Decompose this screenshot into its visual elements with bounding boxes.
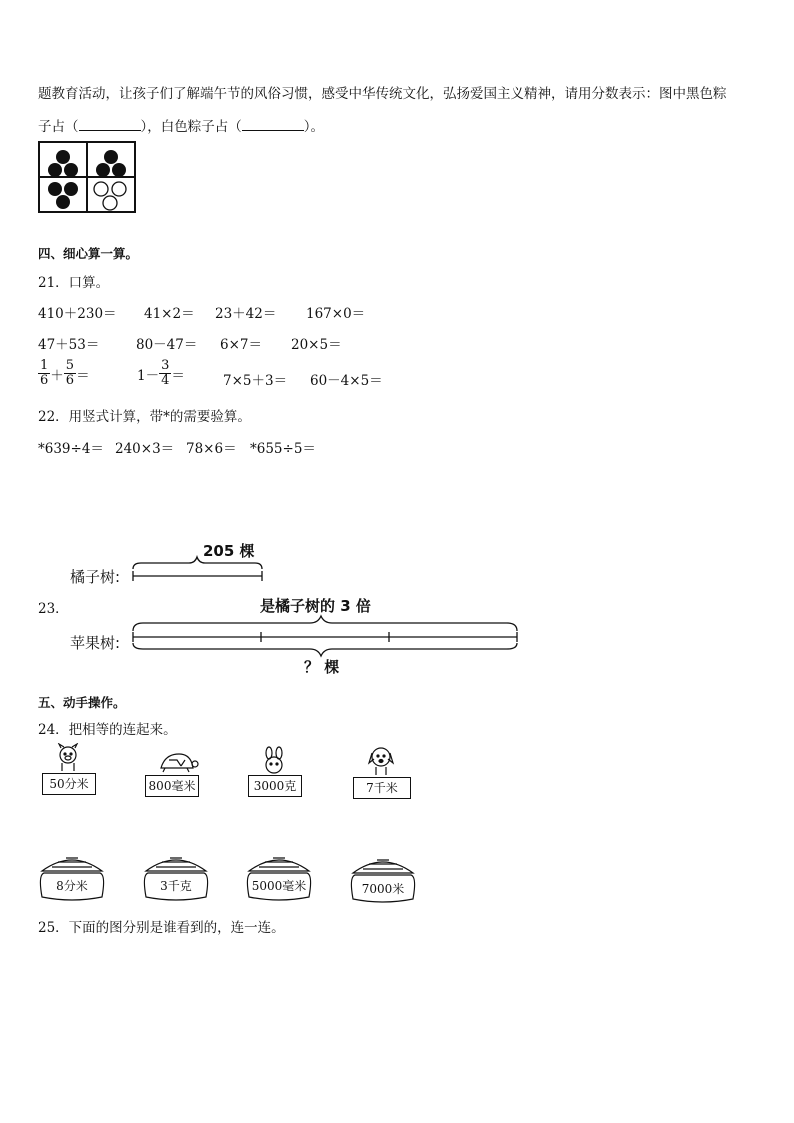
vertical-calc-item: *639÷4＝ (38, 441, 104, 457)
answer-blank-black[interactable] (79, 118, 141, 131)
fraction-expression-2: 1－ $\frac{3}{4}$ ＝ (137, 358, 185, 388)
rabbit-icon (258, 746, 290, 776)
black-zongzi (64, 163, 78, 177)
calc-item: 20×5＝ (291, 337, 342, 353)
orange-tree-label: 橘子树: (70, 568, 121, 586)
apple-question-label: ？ 棵 (304, 658, 340, 676)
calc-item: 60－4×5＝ (310, 373, 383, 389)
dog-icon (364, 743, 398, 777)
q23-label: 23． (38, 601, 69, 617)
black-zongzi (48, 163, 62, 177)
vertical-calc-item: 78×6＝ (186, 441, 237, 457)
calc-item: 6×7＝ (220, 337, 262, 353)
black-zongzi (112, 163, 126, 177)
pot-label-5000mm: 5000毫米 (251, 879, 307, 893)
q20-text-c: ）。 (303, 119, 324, 135)
vertical-calc-item: *655÷5＝ (250, 441, 316, 457)
orange-brace (133, 557, 262, 569)
pot-label-3kg: 3千克 (160, 879, 192, 893)
black-zongzi (64, 182, 78, 196)
black-zongzi (56, 195, 70, 209)
white-zongzi (103, 196, 117, 210)
black-zongzi (96, 163, 110, 177)
calc-item: 7×5＋3＝ (223, 373, 288, 389)
pig-icon (48, 743, 88, 773)
q20-text-a: 子占（ (38, 119, 79, 135)
q20-text-line1: 题教育活动，让孩子们了解端午节的风俗习惯，感受中华传统文化，弘扬爱国主义精神，请用分数表示：图中黑色粽 (38, 86, 727, 102)
q21-label: 21．口算。 (38, 275, 110, 291)
fraction: $\frac{5}{6}$ (65, 358, 75, 388)
apple-tree-label: 苹果树: (70, 634, 121, 652)
apple-bottom-brace (133, 643, 517, 656)
section5-title: 五、动手操作。 (38, 695, 126, 710)
white-zongzi (94, 182, 108, 196)
q25-label: 25．下面的图分别是谁看到的，连一连。 (38, 920, 285, 936)
black-zongzi (48, 182, 62, 196)
section4-title: 四、细心算一算。 (38, 246, 139, 261)
white-zongzi (112, 182, 126, 196)
apple-top-brace (133, 616, 517, 631)
black-zongzi (104, 150, 118, 164)
pot-label-8dm: 8分米 (56, 879, 88, 893)
pot-label-7000m: 7000米 (361, 882, 405, 896)
fraction: $\frac{3}{4}$ (161, 358, 170, 388)
length-card-7km[interactable]: 7千米 (353, 777, 411, 799)
q22-label: 22．用竖式计算，带*的需要验算。 (38, 409, 251, 425)
calc-item: 167×0＝ (306, 306, 366, 322)
fraction-expression-1: $\frac{1}{6}$ ＋ $\frac{5}{6}$ ＝ (40, 358, 90, 388)
length-card-800mm[interactable]: 800毫米 (145, 775, 199, 797)
black-zongzi (56, 150, 70, 164)
vertical-calc-item: 240×3＝ (115, 441, 175, 457)
calc-item: 80－47＝ (136, 337, 198, 353)
q24-label: 24．把相等的连起来。 (38, 722, 177, 738)
calc-item: 410＋230＝ (38, 306, 117, 322)
fraction: $\frac{1}{6}$ (40, 358, 49, 388)
zongzi-grid (38, 141, 136, 213)
length-card-50dm[interactable]: 50分米 (42, 773, 96, 795)
answer-blank-white[interactable] (242, 118, 304, 131)
calc-item: 23＋42＝ (215, 306, 277, 322)
mass-card-3000g[interactable]: 3000克 (248, 775, 302, 797)
turtle-icon (155, 750, 199, 774)
line-segment-diagram (125, 555, 525, 660)
calc-item: 47＋53＝ (38, 337, 100, 353)
apple-relation-label: 是橘子树的 3 倍 (260, 597, 371, 615)
q20-text-line2 (38, 115, 324, 135)
q20-text-b: ），白色粽子占（ (140, 119, 242, 135)
orange-count-label: 205 棵 (203, 542, 255, 560)
calc-item: 41×2＝ (144, 306, 195, 322)
